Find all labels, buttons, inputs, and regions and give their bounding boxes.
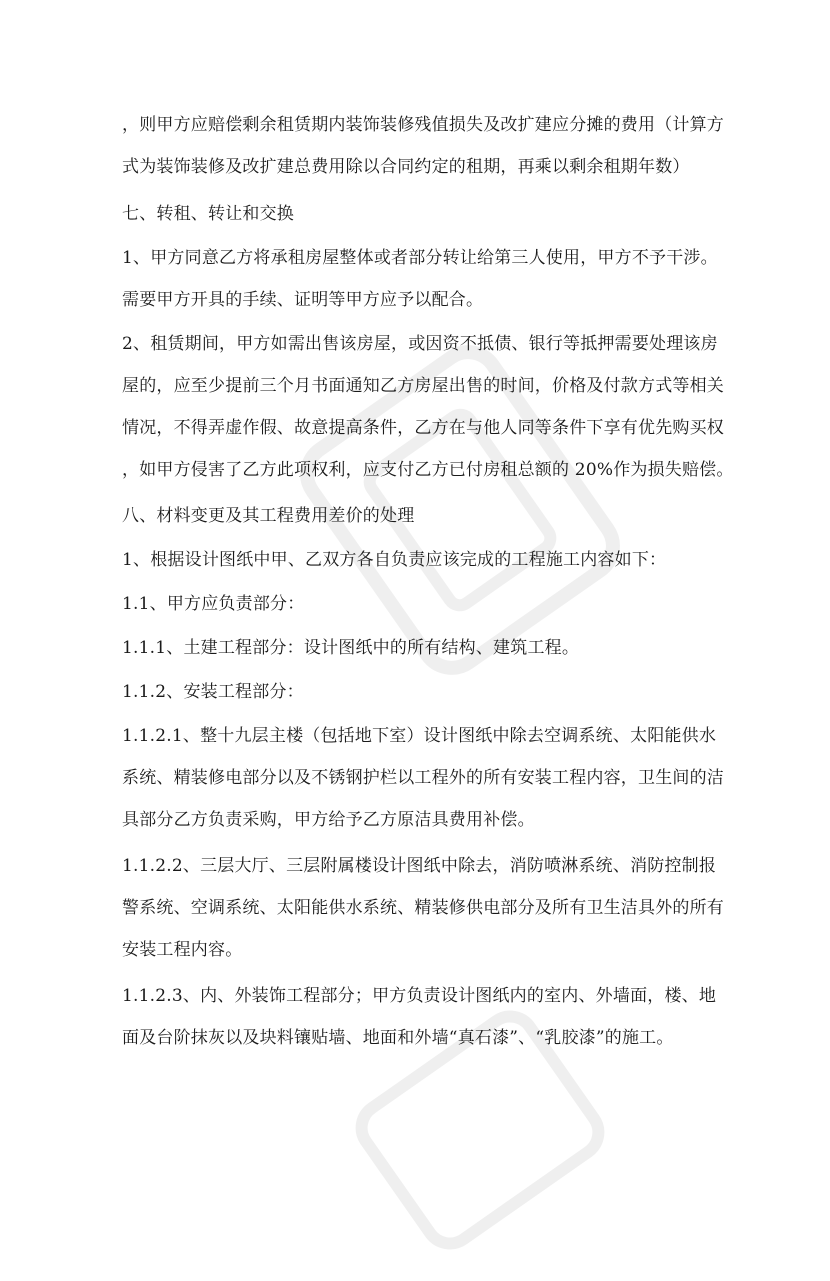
text-line: 1.1.2.2、三层大厅、三层附属楼设计图纸中除去，消防喷淋系统、消防控制报	[122, 856, 717, 876]
text-line: 式为装饰装修及改扩建总费用除以合同约定的租期，再乘以剩余租期年数）	[122, 157, 690, 177]
text-line: 情况，不得弄虚作假、故意提高条件，乙方在与他人同等条件下享有优先购买权	[122, 418, 724, 438]
text-line: 1.1.1、土建工程部分：设计图纸中的所有结构、建筑工程。	[122, 638, 580, 658]
section-heading: 八、材料变更及其工程费用差价的处理	[122, 506, 415, 526]
text-line: 1.1、甲方应负责部分：	[122, 594, 305, 614]
text-line: 1、甲方同意乙方将承租房屋整体或者部分转让给第三人使用，甲方不予干涉。	[122, 248, 718, 268]
text-line: 屋的，应至少提前三个月书面通知乙方房屋出售的时间，价格及付款方式等相关	[122, 376, 724, 396]
text-line: 2、租赁期间，甲方如需出售该房屋，或因资不抵债、银行等抵押需要处理该房	[122, 334, 718, 354]
text-line: ，如甲方侵害了乙方此项权利，应支付乙方已付房租总额的 20%作为损失赔偿。	[122, 460, 734, 480]
text-line: 1.1.2.1、整十九层主楼（包括地下室）设计图纸中除去空调系统、太阳能供水	[122, 726, 717, 746]
text-line: 警系统、空调系统、太阳能供水系统、精装修供电部分及所有卫生洁具外的所有	[122, 898, 724, 918]
text-line: 1、根据设计图纸中甲、乙双方各自负责应该完成的工程施工内容如下：	[122, 550, 667, 570]
text-line: 1.1.2、安装工程部分：	[122, 682, 304, 702]
text-line: 安装工程内容。	[122, 940, 243, 960]
text-line: 1.1.2.3、内、外装饰工程部分；甲方负责设计图纸内的室内、外墙面，楼、地	[122, 986, 717, 1006]
text-line: ，则甲方应赔偿剩余租赁期内装饰装修残值损失及改扩建应分摊的费用（计算方	[122, 115, 724, 135]
text-line: 面及台阶抹灰以及块料镶贴墙、地面和外墙“真石漆”、“乳胶漆”的施工。	[122, 1028, 674, 1048]
watermark-logo-icon-2	[324, 979, 635, 1280]
section-heading: 七、转租、转让和交换	[122, 204, 294, 224]
text-line: 系统、精装修电部分以及不锈钢护栏以工程外的所有安装工程内容，卫生间的洁	[122, 768, 724, 788]
text-line: 需要甲方开具的手续、证明等甲方应予以配合。	[122, 290, 484, 310]
text-line: 具部分乙方负责采购，甲方给予乙方原洁具费用补偿。	[122, 810, 535, 830]
